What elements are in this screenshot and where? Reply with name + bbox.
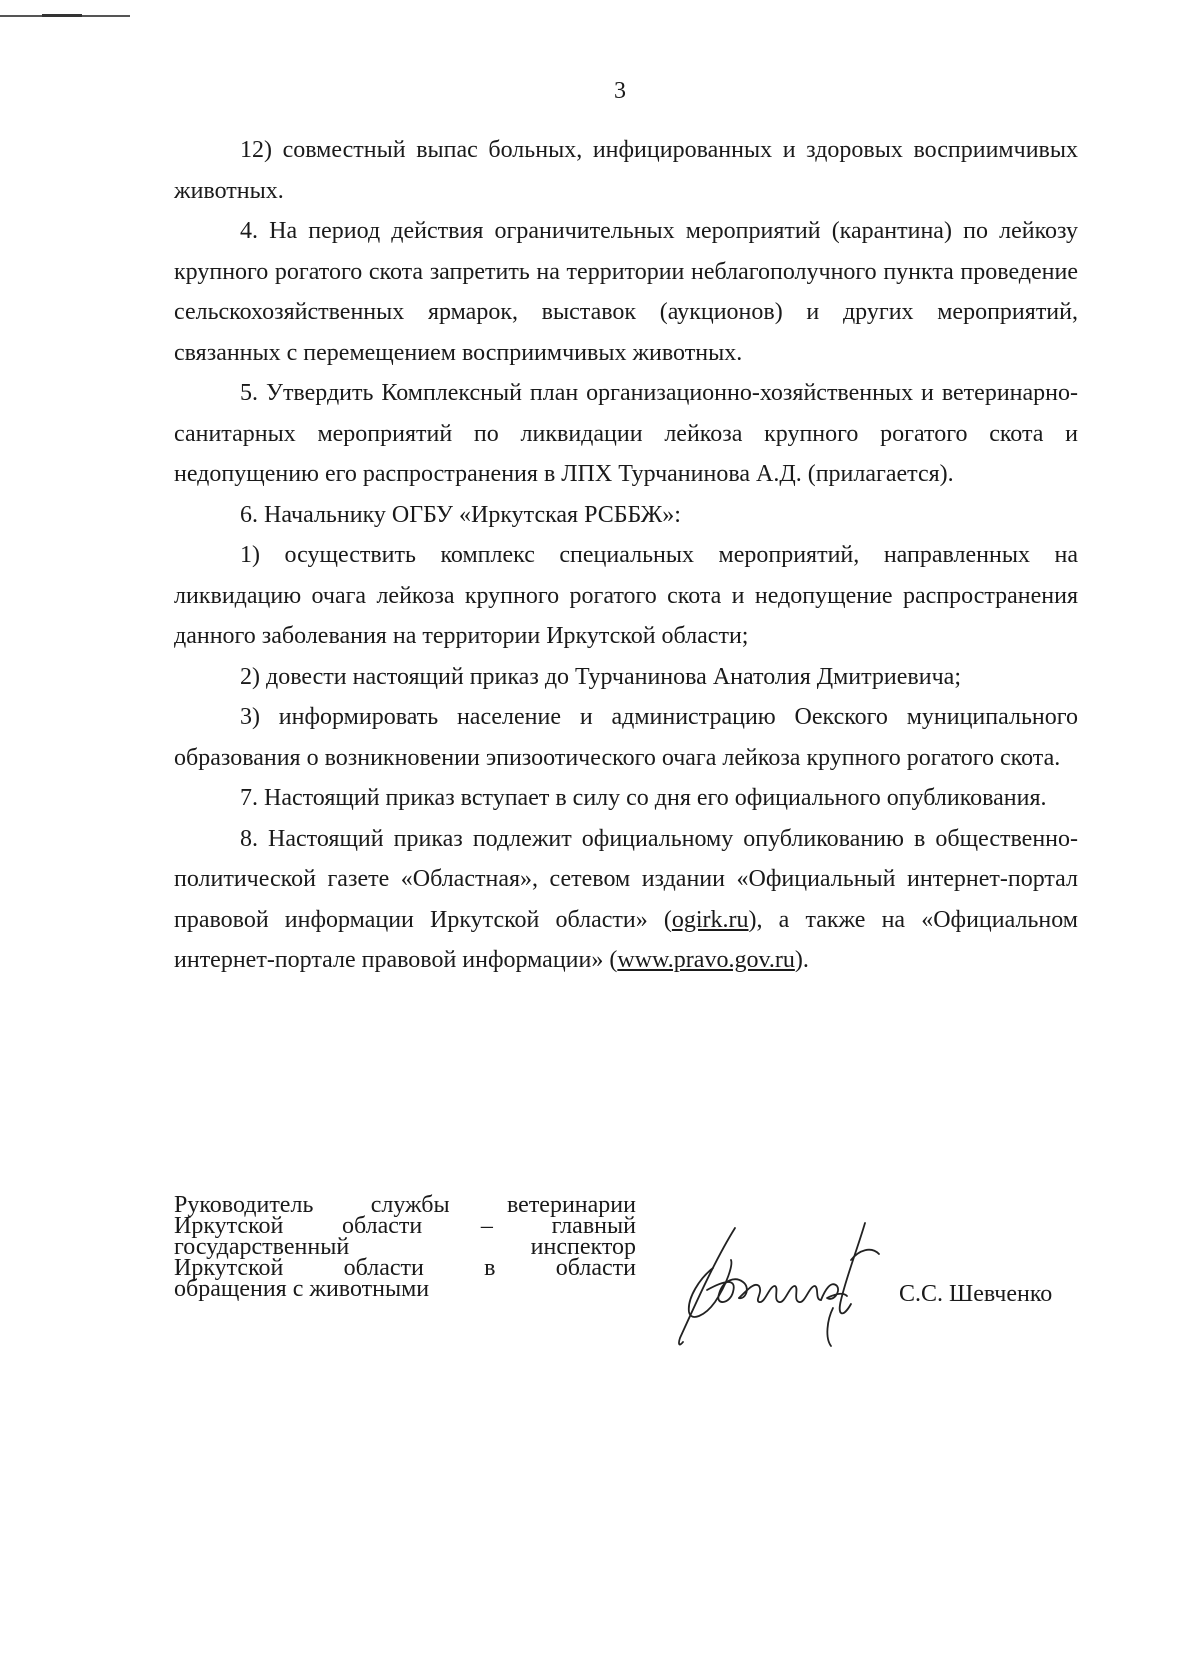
handwritten-signature (675, 1220, 895, 1355)
document-body (174, 130, 1078, 981)
title-word: службы (370, 1192, 450, 1218)
title-word: инспектор (530, 1234, 636, 1260)
paragraph-8 (174, 819, 1078, 981)
paragraph-6-1: 1) осуществить комплекс специальных мероприятий, направленных на ликвидацию очага лейкоза крупного рогатого скота и недопущение распространения данного заболевания на территории Иркутской области; (174, 542, 1078, 649)
paragraph-8-text: 8. Настоящий приказ подлежит официальному опубликованию в общественно-политической газете «Областная», сетевом издании «Официальный интернет-портал правовой информации Иркутской области» ( (174, 825, 1078, 933)
title-word: – (480, 1213, 493, 1239)
paragraph-5: 5. Утвердить Комплексный план организационно-хозяйственных и ветеринарно-санитарных мероприятий по ликвидации лейкоза крупного рогатого скота и недопущению его распространения в ЛПХ Турчанинова А.Д. (прилагается). (174, 380, 1078, 487)
page-number: 3 (614, 78, 626, 104)
signatory-title-line (174, 1276, 636, 1302)
title-word: Руководитель (174, 1192, 314, 1218)
ogirk-link[interactable]: ogirk.ru (671, 906, 749, 933)
paragraph-4: 4. На период действия ограничительных мероприятий (карантина) по лейкозу крупного рогатого скота запретить на территории неблагополучного пункта проведение сельскохозяйственных ярмарок, выставок (аукционов) и других мероприятий, связанных с перемещением восприимчивых животных. (174, 218, 1078, 366)
paragraph-6-2: 2) довести настоящий приказ до Турчанинова Анатолия Дмитриевича; (240, 663, 961, 690)
signer-name: С.С. Шевченко (899, 1281, 1053, 1307)
paragraph-8-middle: ), а также на «Официальном интернет-портале правовой информации» ( (174, 906, 1078, 973)
title-word: области (343, 1255, 424, 1281)
paragraph-8-end: ). (794, 947, 809, 973)
title-word: области (342, 1213, 423, 1239)
title-word: Иркутской (174, 1213, 284, 1239)
paragraph-12: 12) совместный выпас больных, инфицированных и здоровых восприимчивых животных. (174, 137, 1078, 204)
title-word: в (484, 1255, 496, 1281)
corner-scan-line (0, 15, 130, 17)
title-word: Иркутской (174, 1255, 284, 1281)
paragraph-6-3: 3) информировать население и администрацию Оекского муниципального образования о возникновении эпизоотического очага лейкоза крупного рогатого скота. (174, 704, 1078, 771)
title-word: области (555, 1255, 636, 1281)
title-word: обращения с животными (174, 1276, 430, 1302)
pravo-gov-link[interactable]: www.pravo.gov.ru (617, 947, 795, 973)
title-word: главный (551, 1213, 636, 1239)
title-word: ветеринарии (506, 1192, 636, 1218)
signatory-title (174, 1192, 636, 1302)
paragraph-7: 7. Настоящий приказ вступает в силу со дня его официального опубликования. (240, 785, 1047, 811)
paragraph-6: 6. Начальнику ОГБУ «Иркутская РСББЖ»: (240, 501, 681, 528)
title-word: государственный (174, 1234, 350, 1260)
